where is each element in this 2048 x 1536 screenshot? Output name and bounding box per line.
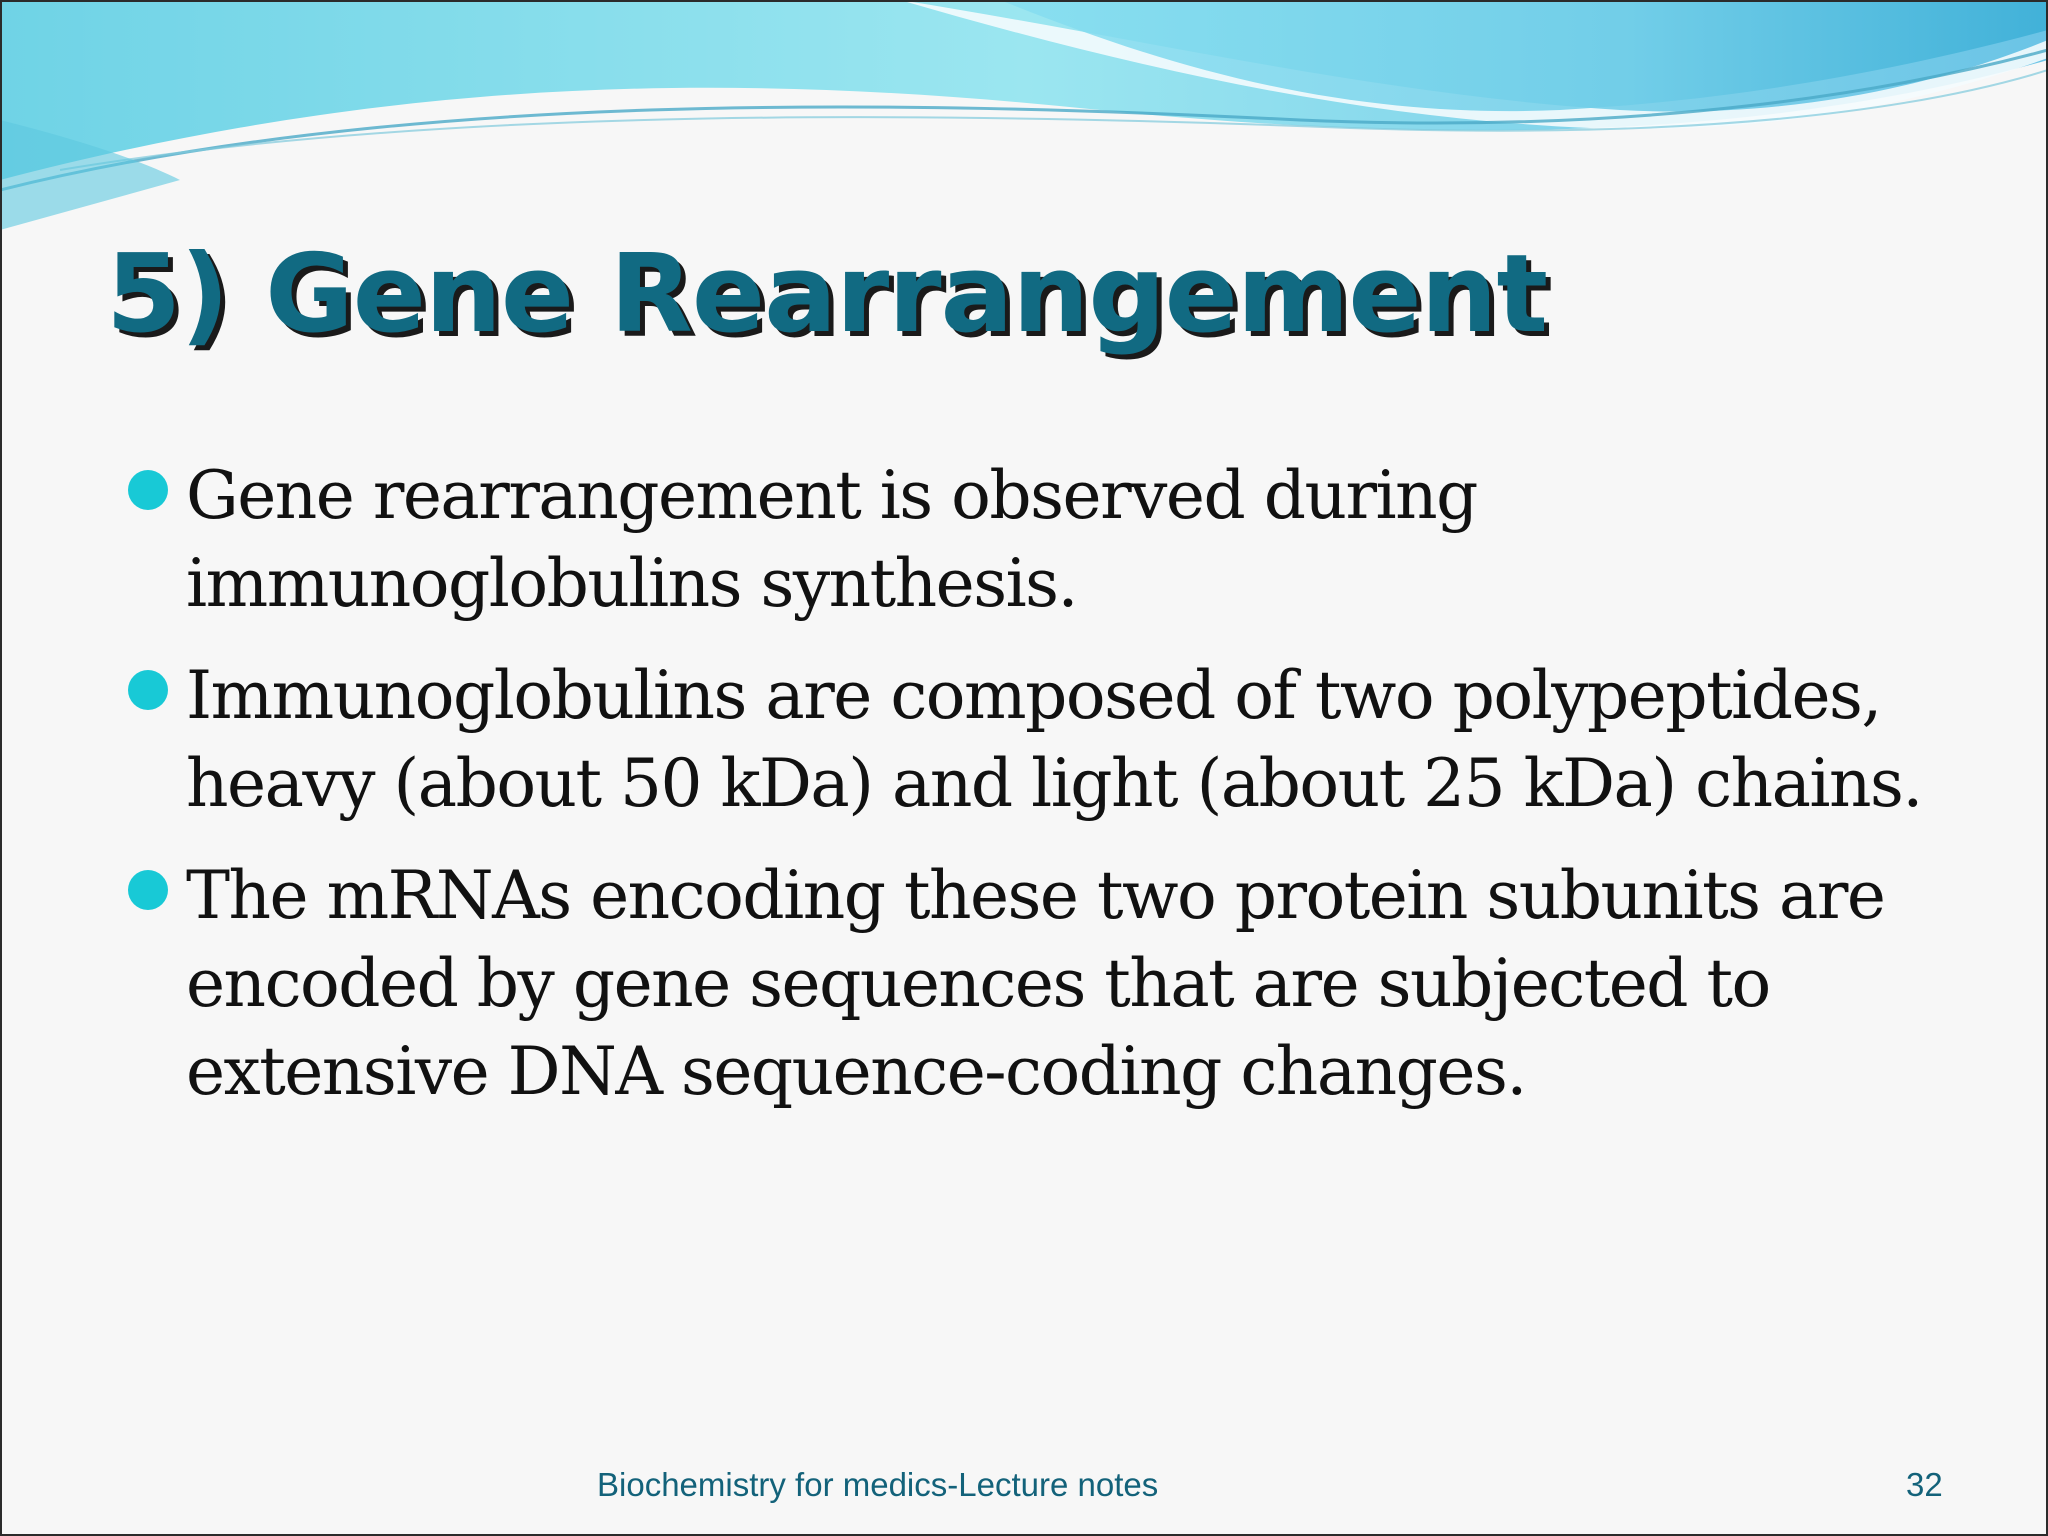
bullet-dot-icon [128, 670, 168, 710]
bullet-dot-icon [128, 870, 168, 910]
footer-text: Biochemistry for medics-Lecture notes [597, 1466, 1159, 1503]
bullet-item [120, 852, 1960, 1116]
bullet-text: The mRNAs encoding these two protein subunits are encoded by gene sequences that are subjected to extensive DNA sequence-coding changes. [186, 857, 1885, 1110]
bullet-item [120, 452, 1960, 628]
bullet-list [120, 452, 1960, 1140]
slide-title: 5) Gene Rearrangement [106, 232, 1548, 357]
bullet-text: Immunoglobulins are composed of two polypeptides, heavy (about 50 kDa) and light (about 25 kDa) chains. [186, 657, 1922, 822]
slide-number: 32 [1906, 1466, 1943, 1503]
bullet-text: Gene rearrangement is observed during immunoglobulins synthesis. [186, 457, 1477, 622]
wave-banner-decoration [0, 0, 2048, 260]
bullet-item [120, 652, 1960, 828]
bullet-dot-icon [128, 470, 168, 510]
